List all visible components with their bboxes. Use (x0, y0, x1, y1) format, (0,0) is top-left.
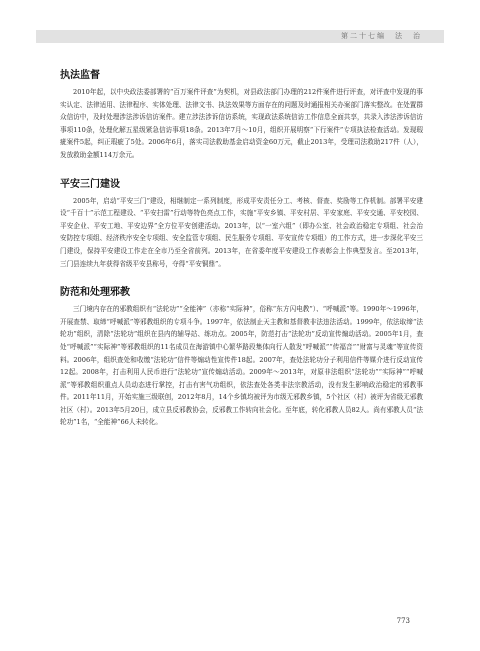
section-title: 平安三门建设 (60, 178, 120, 190)
chapter-header: 第二十七编 法 治 (341, 32, 422, 40)
section-body: 2005年，启动“平安三门”建设，相继制定一系列制度，形成平安责任分工、考核、督查、奖励等工作机制。部署平安建设“千百十”示范工程建设、“平安扫雷”行动等特色亮点工作，实施“平安乡镇、平安村居、平安家庭、平安交通、平安校园、平安企业、平安工地、平安边界”全方位平安创建活动。2013年，以“一室六组”（即办公室、社会政治稳定专项组、社会治安防控专项组、经济秩序安全专项组、安全监管专项组、民生服务专项组、平安宣传专项组）的工作方式，进一步深化平安三门建设，保持平安建设工作走在全市乃至全省前列。2013年，在省委年度平安建设工作表彰会上作典型发言。至2013年，三门县连续九年获得省级平安县称号，夺得“平安铜鼎”。 (60, 196, 423, 268)
section-law-enforcement-supervision (60, 66, 423, 162)
page-content (60, 66, 423, 442)
section-safe-sanmen (60, 175, 423, 271)
section-title: 防范和处理邪教 (60, 287, 130, 299)
section-body: 2010年起，以中央政法委部署的“百万案件评查”为契机，对县政法部门办理的212件案件进行评查，对评查中发现的事实认定、法律适用、法律程序、实体处理、法律文书、执法效果等方面存在的问题及时通报相关办案部门落实整改。在处置群众信访中，及时处理涉法涉诉信访案件。建立涉法涉诉信访系统，实现政法系统信访工作信息全面共享，共录入涉法涉诉信访事项110条，处理化解五星级紧急信访事项18条。2013年7月～10月，组织开展明察“下行案件”专项执法检查活动。发现瑕疵案件5起，纠正瑕疵了5处。2006年6月，落实司法救助基金启动资金60万元，截止2013年，受理司法救助217件（人），发放救助金额114万余元。 (60, 88, 423, 159)
section-body: 三门境内存在的邪教组织有“法轮功”“全能神”（亦称“实际神”，俗称“东方闪电教”）、“呼喊派”等。1990年～1996年，开展查禁、取缔“呼喊派”等邪教组织的专项斗争。1997年，依法制止天主教和基督教非法违法活动。1999年，依法取缔“法轮功”组织，清除“法轮功”组织在县内的辅导站、练功点。2005年，防范打击“法轮功”反动宣传煽动活动。2005年1月，查处“呼喊派”“实际神”等邪教组织的11名成员在海游镇中心繁华路段集体向行人散发“呼喊派”“传福音”“财富与灵魂”等宣传资料。2006年，组织查处和收缴“法轮功”信件等煽动性宣传件18起。2007年，查处法轮功分子利用信件等媒介进行反动宣传12起。2008年，打击利用人民币进行“法轮功”宣传煽动活动。2009年～2013年，对原非法组织“法轮功”“实际神”“呼喊派”等邪教组织重点人员动态进行掌控，打击有害气功组织，依法查处各类非法宗教活动，没有发生影响政治稳定的邪教事件。2011年11月，开始实施三级联创，2012年8月，14个乡镇均被评为市级无邪教乡镇，5个社区（村）被评为省级无邪教社区（村）。2013年5月20日，成立县反邪教协会，反邪教工作转向社会化。至年底，转化邪教人员82人。尚有邪教人员“法轮功”1名，“全能神”66人未转化。 (60, 305, 423, 427)
section-cult-prevention (60, 283, 423, 429)
page-number: 773 (396, 617, 410, 625)
section-title: 执法监督 (60, 70, 100, 81)
